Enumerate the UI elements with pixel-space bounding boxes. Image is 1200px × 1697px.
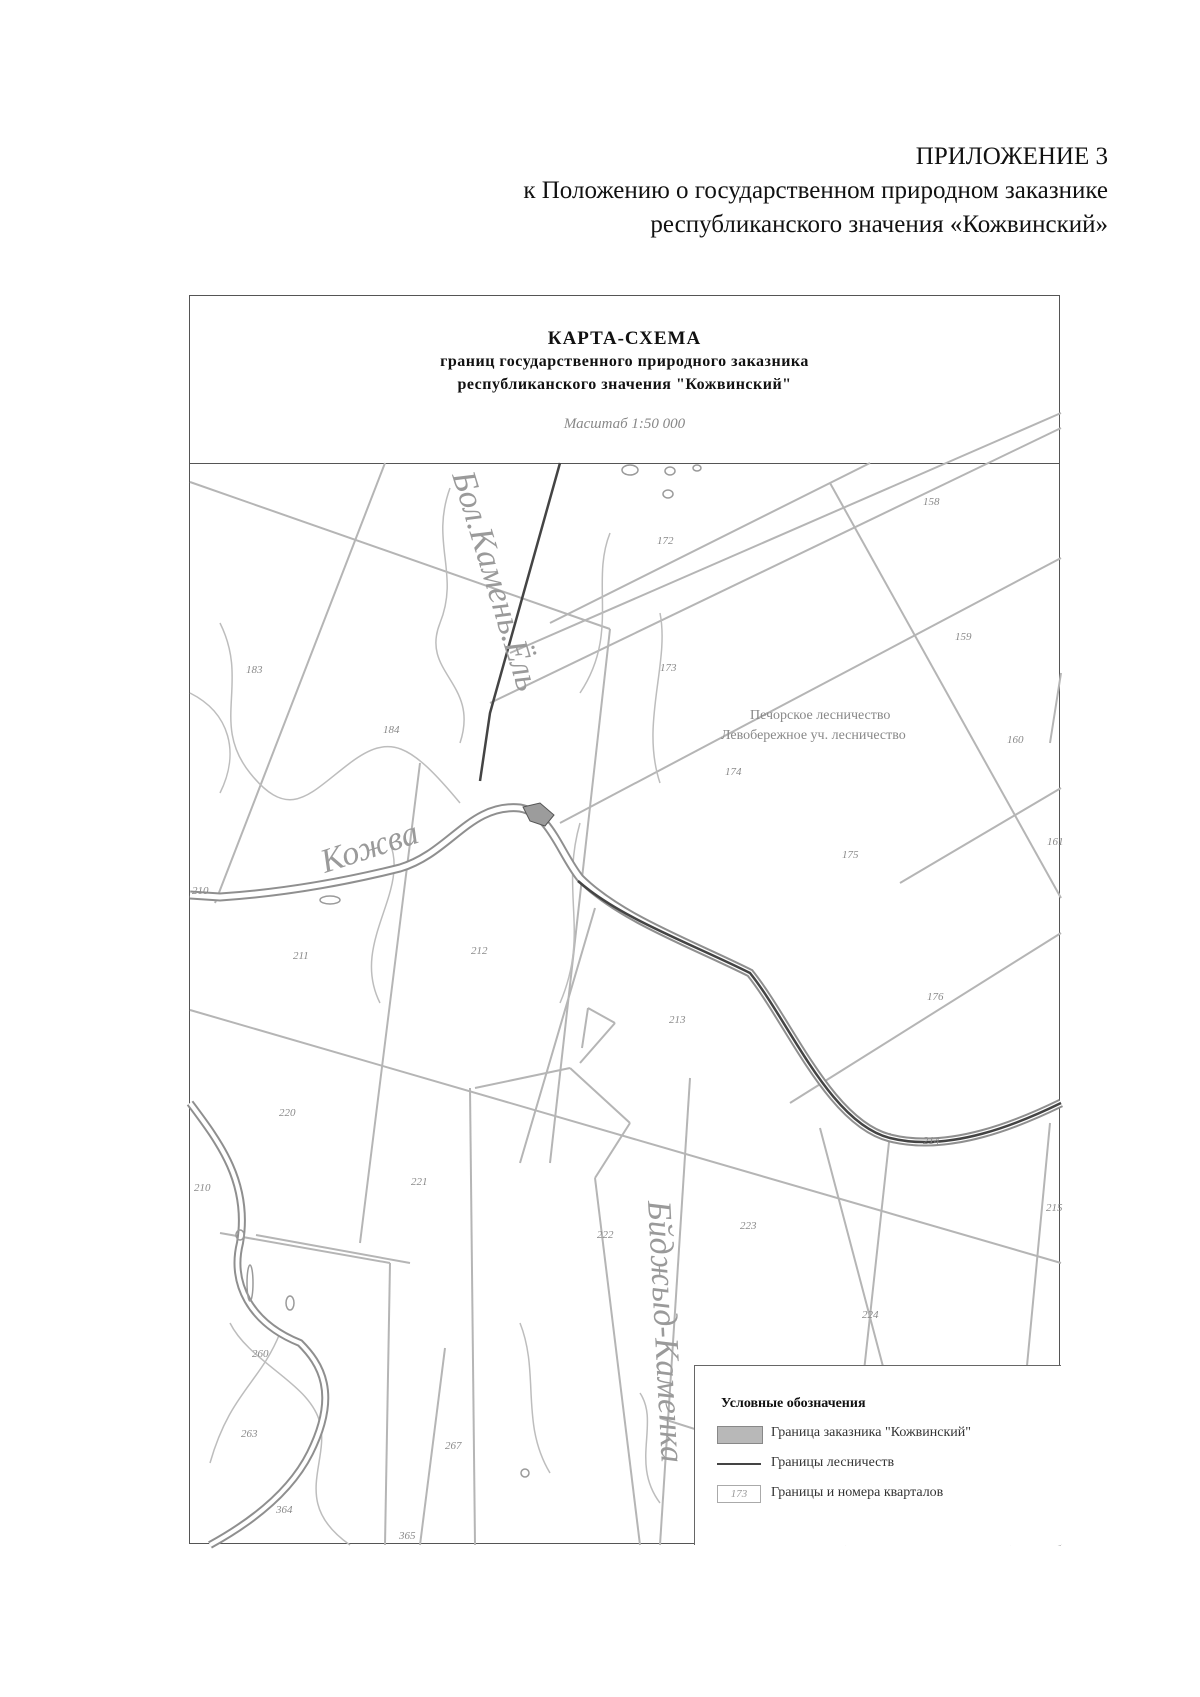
quarter-label: 214 [923, 1135, 940, 1147]
map-subheading-1: границ государственного природного заказника [440, 353, 809, 370]
quarter-label: 222 [597, 1229, 614, 1241]
quarter-label: 158 [923, 496, 940, 508]
quarter-label: 221 [411, 1176, 428, 1188]
quarter-label: 365 [399, 1530, 416, 1542]
map-legend [694, 1365, 1061, 1545]
quarter-label: 364 [276, 1504, 293, 1516]
quarter-label: 160 [1007, 734, 1024, 746]
quarter-label: 211 [293, 950, 309, 962]
legend-item-text: Границы и номера кварталов [771, 1485, 944, 1500]
legend-item-text: Граница заказника "Кожвинский" [771, 1425, 971, 1440]
lakes [236, 465, 701, 1477]
quarter-label: 176 [927, 991, 944, 1003]
quarter-label: 260 [252, 1348, 269, 1360]
appendix-header [348, 140, 1108, 242]
quarter-label: 215 [1046, 1202, 1063, 1214]
appendix-subtitle-2: республиканского значения «Кожвинский» [650, 211, 1108, 238]
quarter-label: 224 [862, 1309, 879, 1321]
quarter-label: 175 [842, 849, 859, 861]
quarter-label: 174 [725, 766, 742, 778]
map-scale: Масштаб 1:50 000 [563, 416, 686, 432]
quarter-label: 267 [445, 1440, 462, 1452]
quarter-label: 161 [1047, 836, 1064, 848]
quarter-label: 183 [246, 664, 263, 676]
legend-item-text: Границы лесничеств [771, 1455, 895, 1470]
quarter-label: 220 [279, 1107, 296, 1119]
quarter-label: 210 [194, 1182, 211, 1194]
quarter-label: 184 [383, 724, 400, 736]
river-label-bydzhyd: Бйджыд-Каменка [640, 1199, 691, 1464]
map-subheading-2: республиканского значения "Кожвинский" [457, 376, 792, 393]
quarter-label: 210 [192, 885, 209, 897]
quarter-label: 172 [657, 535, 674, 547]
forestry-line-swatch [717, 1463, 761, 1465]
streams [190, 488, 662, 1545]
forestry-boundary [480, 463, 1061, 1142]
reserve-swatch [717, 1426, 763, 1444]
legend-title: Условные обозначения [721, 1396, 866, 1411]
river-label-bol-kamen: Бол.Камень.Ёль [444, 466, 547, 696]
river-label-kozhva: Кожва [316, 814, 424, 881]
quarter-label: 173 [660, 662, 677, 674]
quarter-label: 159 [955, 631, 972, 643]
map-title-box [190, 296, 1059, 464]
quarter-label: 213 [669, 1014, 686, 1026]
west-river [190, 1103, 325, 1545]
map-heading: КАРТА-СХЕМА [547, 328, 702, 349]
appendix-subtitle-1: к Положению о государственном природном заказнике [523, 177, 1108, 204]
forestry-label-1: Печорское лесничество [750, 708, 891, 723]
appendix-number: ПРИЛОЖЕНИЕ 3 [915, 143, 1108, 170]
quarter-label: 212 [471, 945, 488, 957]
quarter-swatch: 173 [717, 1485, 761, 1503]
forestry-label-2: Левобережное уч. лесничество [721, 728, 906, 743]
map-frame [189, 295, 1064, 1544]
quarter-label: 263 [241, 1428, 258, 1440]
quarter-label: 223 [740, 1220, 757, 1232]
